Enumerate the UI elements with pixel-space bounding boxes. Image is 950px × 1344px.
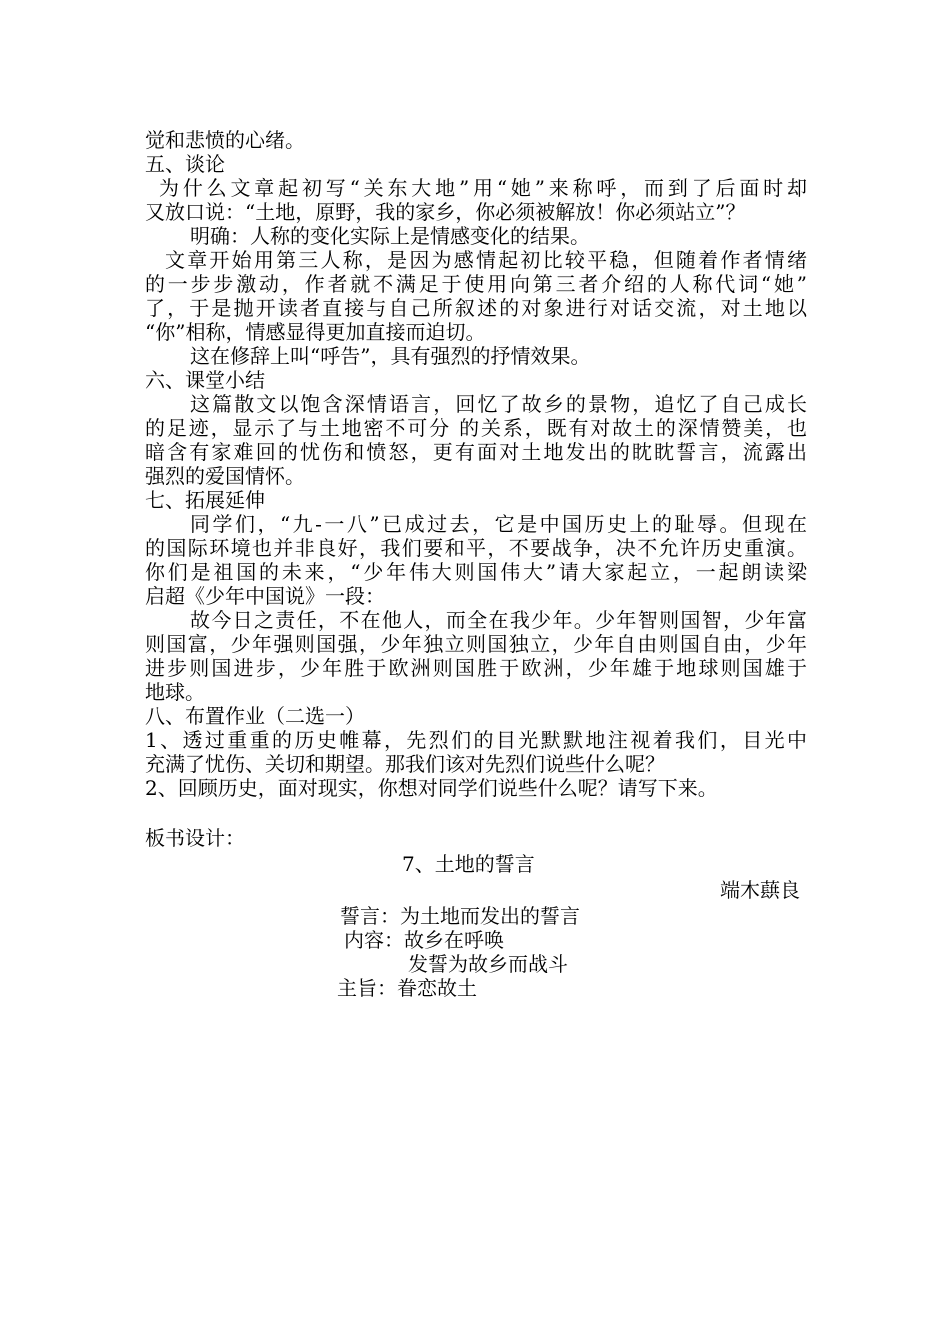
- section-heading-summary: 六、课堂小结: [145, 368, 265, 392]
- section-heading-extension: 七、拓展延伸: [145, 488, 265, 512]
- rhetoric-note: 这在修辞上叫“呼告”，具有强烈的抒情效果。: [190, 344, 591, 368]
- board-content-2: 发誓为故乡而战斗: [408, 952, 568, 976]
- homework-item-1: [145, 728, 807, 776]
- text-line: 文章开始用第三人称，是因为感情起初比较平稳，但随着作者情绪: [165, 248, 807, 272]
- text-line: 又放口说：“土地，原野，我的家乡，你必须被解放！你必须站立”？: [145, 200, 746, 224]
- board-theme: 主旨：眷恋故土: [337, 976, 477, 1000]
- summary-paragraph: [145, 392, 807, 488]
- text-line: 则国富，少年强则国强，少年独立则国独立，少年自由则国自由，少年: [145, 632, 807, 656]
- section-heading-homework: 八、布置作业（二选一）: [145, 704, 365, 728]
- discussion-answer: 明确：人称的变化实际上是情感变化的结果。: [190, 224, 590, 248]
- text-line: 的国际环境也并非良好，我们要和平，不要战争，决不允许历史重演。: [145, 536, 807, 560]
- text-line: 1、透过重重的历史帷幕，先烈们的目光默默地注视着我们，目光中: [145, 728, 807, 752]
- text-line: 你们是祖国的未来，“少年伟大则国伟大”请大家起立，一起朗读梁: [145, 560, 807, 584]
- board-oath: 誓言：为土地而发出的誓言: [340, 904, 580, 928]
- homework-item-2: 2、回顾历史，面对现实，你想对同学们说些什么呢？请写下来。: [145, 776, 718, 800]
- text-line: 这篇散文以饱含深情语言，回忆了故乡的景物，追忆了自己成长: [190, 392, 807, 416]
- board-author: 端木蕻良: [720, 878, 800, 902]
- text-line: 充满了忧伤、关切和期望。那我们该对先烈们说些什么呢？: [145, 752, 665, 776]
- text-line: 的一步步激动，作者就不满足于使用向第三者介绍的人称代词“她”: [145, 272, 807, 296]
- extension-paragraph: [145, 512, 807, 608]
- text-line: 的足迹，显示了与土地密不可分 的关系，既有对故土的深情赞美，也: [145, 416, 807, 440]
- board-title: 7、土地的誓言: [402, 852, 535, 876]
- board-content: 内容：故乡在呼唤: [344, 928, 504, 952]
- text-line: 同学们，“九-一八”已成过去，它是中国历史上的耻辱。但现在: [190, 512, 807, 536]
- paragraph-tail: 觉和悲愤的心绪。: [145, 128, 305, 152]
- text-line: 进步则国进步，少年胜于欧洲则国胜于欧洲，少年雄于地球则国雄于: [145, 656, 807, 680]
- board-design-label: 板书设计：: [145, 826, 245, 850]
- text-line: 强烈的爱国情怀。: [145, 464, 305, 488]
- text-line: 暗含有家难回的忧伤和愤怒，更有面对土地发出的眈眈誓言，流露出: [145, 440, 807, 464]
- text-line: 为什么文章起初写“关东大地”用“她”来称呼，而到了后面时却: [159, 176, 807, 200]
- text-line: 启超《少年中国说》一段：: [145, 584, 385, 608]
- text-line: 故今日之责任，不在他人，而全在我少年。少年智则国智，少年富: [190, 608, 807, 632]
- discussion-explanation: [145, 248, 807, 344]
- text-line: “你”相称，情感显得更加直接而迫切。: [145, 320, 486, 344]
- discussion-question: [145, 176, 807, 224]
- section-heading-discussion: 五、谈论: [145, 152, 225, 176]
- quoted-passage: [145, 608, 807, 704]
- text-line: 地球。: [145, 680, 205, 704]
- text-line: 了，于是抛开读者直接与自己所叙述的对象进行对话交流，对土地以: [145, 296, 807, 320]
